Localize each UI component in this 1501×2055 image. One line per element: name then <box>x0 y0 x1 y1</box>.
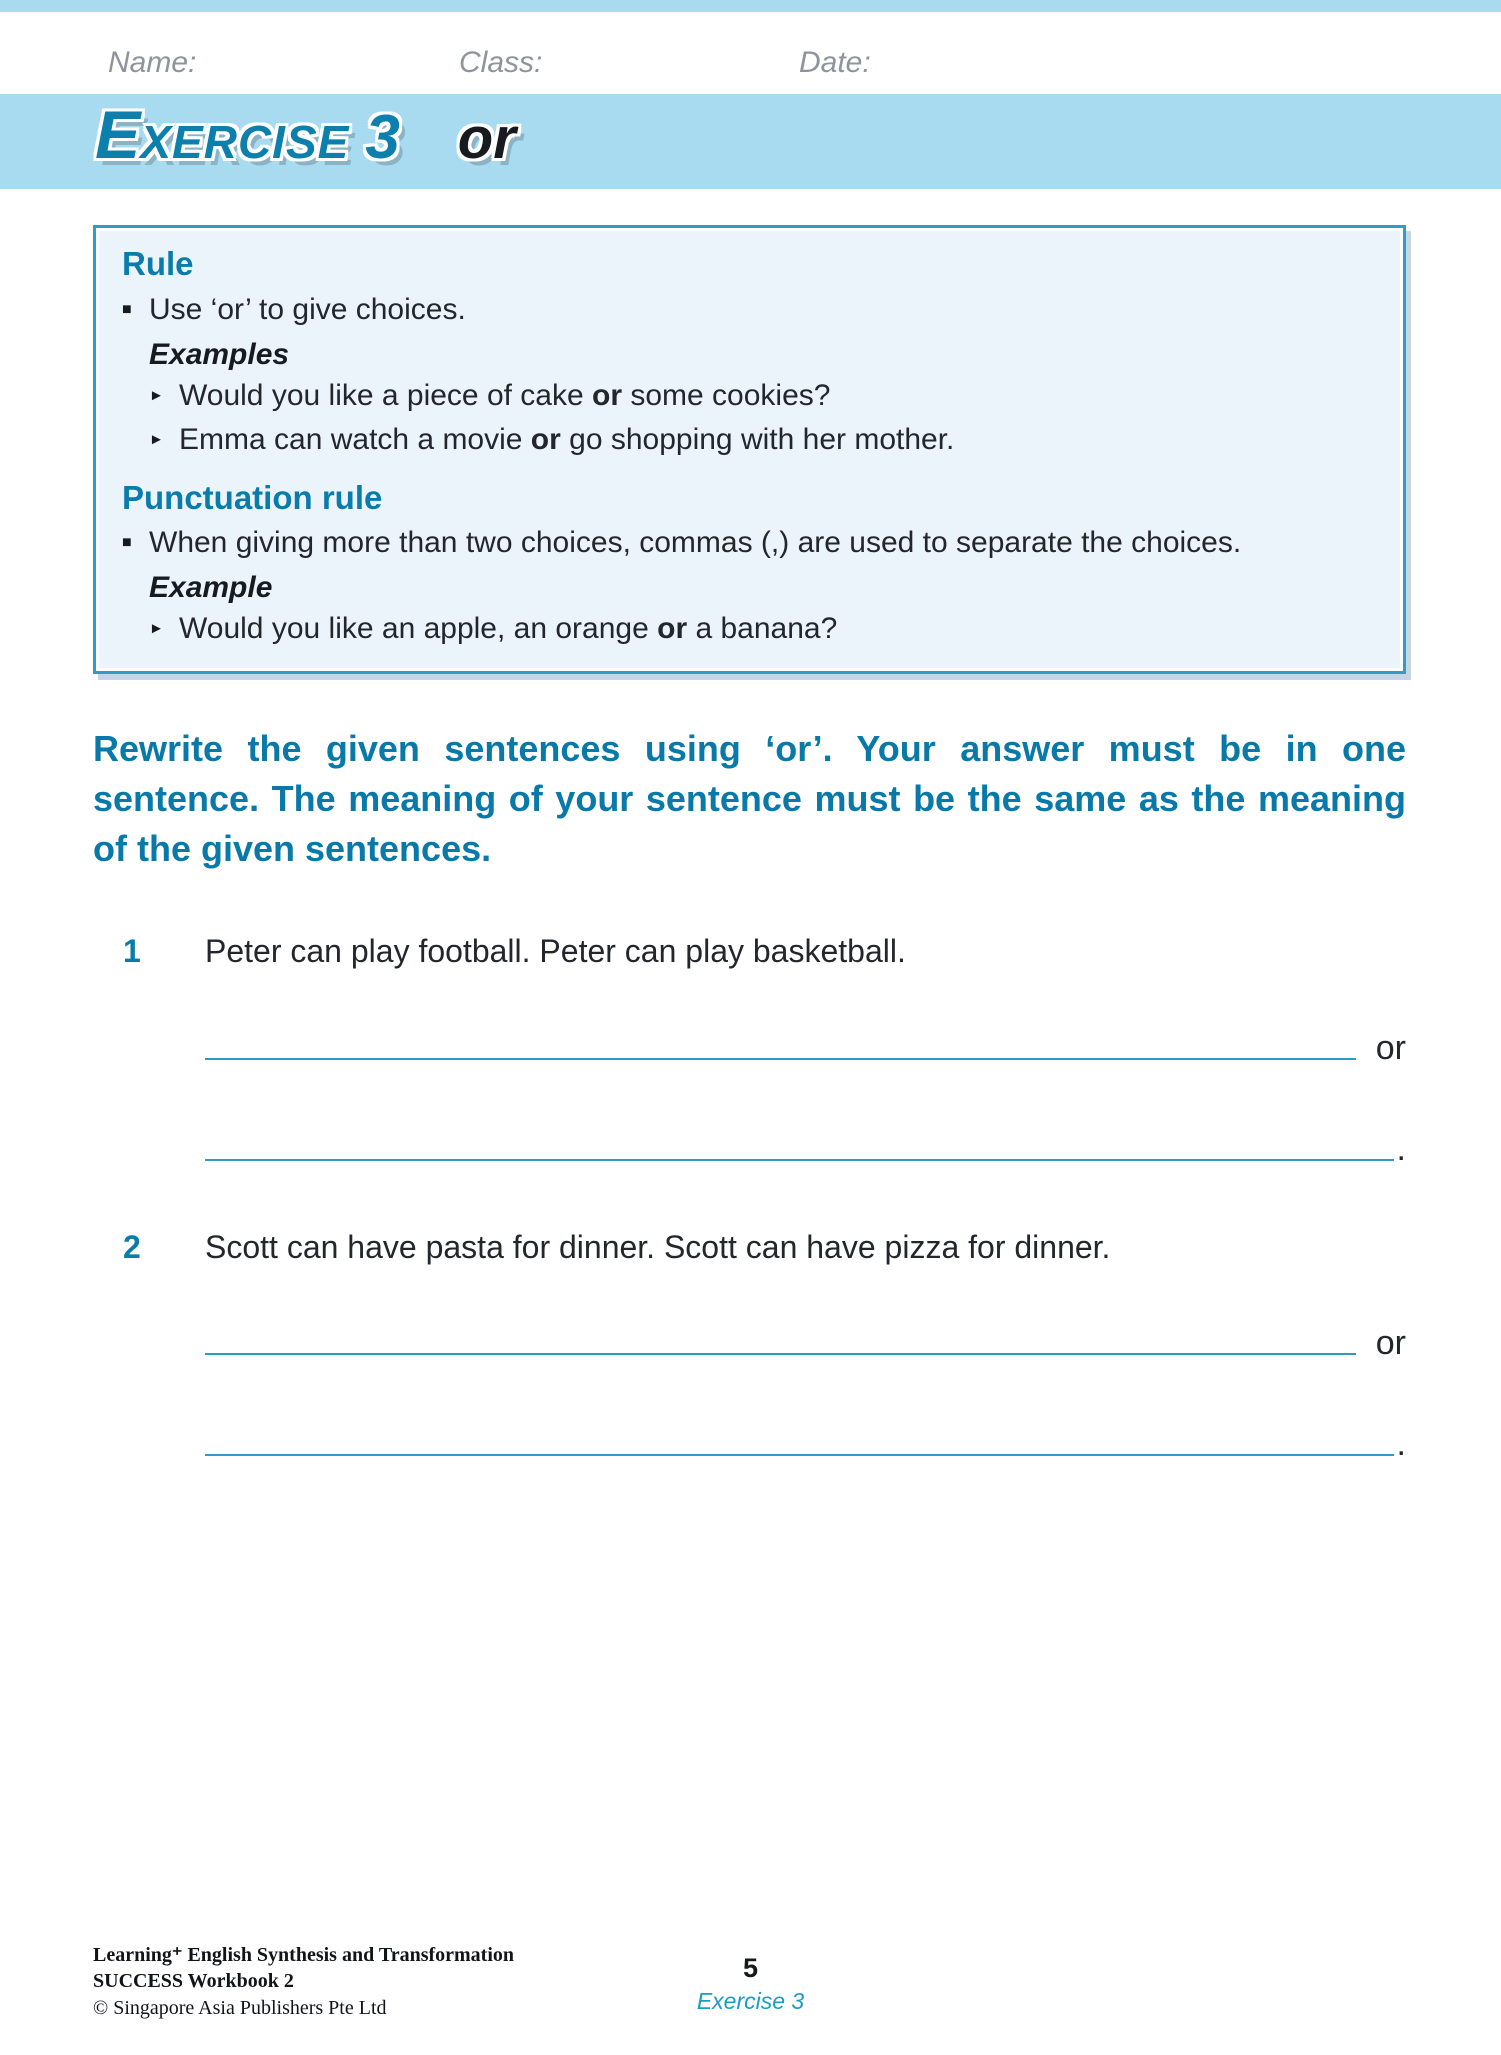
example-row-1 <box>149 376 1373 416</box>
rule-heading: Rule <box>122 245 194 282</box>
question-2 <box>93 1225 1406 1270</box>
page-number: 5 <box>742 1953 759 1983</box>
class-label: Class: <box>459 46 543 79</box>
square-bullet-icon: ■ <box>122 534 132 552</box>
punctuation-bullet-row <box>122 523 1373 563</box>
arrow-bullet-icon: ► <box>149 620 164 638</box>
example-1-or: or <box>592 378 623 412</box>
answer-line-1b[interactable] <box>205 1149 1394 1161</box>
question-2-terminator: . <box>1396 1425 1406 1464</box>
exercise-word: or <box>457 106 516 171</box>
imprint-line-1: Learning⁺ English Synthesis and Transformation <box>93 1943 515 1966</box>
rule-box <box>93 225 1406 674</box>
title-band <box>0 94 1501 189</box>
content <box>0 225 1501 1464</box>
example-2-post: go shopping with her mother. <box>560 422 955 456</box>
example-2-pre: Emma can watch a movie <box>179 422 531 456</box>
question-1-answer-row-1 <box>205 1029 1406 1068</box>
question-2-connector: or <box>1375 1324 1406 1363</box>
example-1-pre: Would you like a piece of cake <box>179 378 593 412</box>
examples-label: Examples <box>149 337 290 371</box>
punct-example-pre: Would you like an apple, an orange <box>179 612 658 646</box>
punctuation-example-row <box>149 609 1373 649</box>
example-1-post: some cookies? <box>622 378 831 412</box>
arrow-bullet-icon: ► <box>149 430 164 448</box>
question-2-text: Scott can have pasta for dinner. Scott can have pizza for dinner. <box>205 1228 1111 1265</box>
question-1 <box>93 929 1406 974</box>
top-strip <box>0 0 1501 12</box>
rule-bullet-text: Use ‘or’ to give choices. <box>149 292 466 326</box>
question-2-answer-row-1 <box>205 1324 1406 1363</box>
punctuation-bullet-text: When giving more than two choices, commas (,) are used to separate the choices. <box>149 526 1242 560</box>
question-1-answer-row-2 <box>205 1130 1406 1169</box>
punct-example-post: a banana? <box>687 612 838 646</box>
question-2-number: 2 <box>123 1228 141 1265</box>
example-text-2 <box>179 420 1373 460</box>
question-1-text: Peter can play football. Peter can play basketball. <box>205 933 906 970</box>
exercise-title <box>95 96 516 174</box>
punctuation-heading: Punctuation rule <box>122 478 383 516</box>
example-label: Example <box>149 571 273 605</box>
example-2-or: or <box>530 422 561 456</box>
punctuation-example-text <box>179 609 1373 649</box>
exercise-ref: Exercise 3 <box>696 1988 805 2014</box>
answer-line-2a[interactable] <box>205 1343 1356 1355</box>
instructions: Rewrite the given sentences using ‘or’. Your answer must be in one sentence. The meaning of your sentence must be the same as the meaning of the given sentences. <box>93 728 1406 869</box>
date-label: Date: <box>799 46 871 79</box>
example-text-1 <box>179 376 1373 416</box>
imprint-line-2: SUCCESS Workbook 2 <box>93 1970 294 1993</box>
question-2-answer-row-2 <box>205 1425 1406 1464</box>
header-fields <box>0 12 1501 94</box>
title-number: 3 <box>365 103 400 172</box>
question-1-connector: or <box>1375 1028 1406 1067</box>
title-initial: E <box>95 97 141 173</box>
punct-example-or: or <box>657 612 688 646</box>
imprint-line-3: © Singapore Asia Publishers Pte Ltd <box>93 1996 387 2019</box>
question-1-terminator: . <box>1396 1129 1406 1168</box>
name-label: Name: <box>108 46 197 79</box>
arrow-bullet-icon: ► <box>149 386 164 404</box>
answer-line-1a[interactable] <box>205 1048 1356 1060</box>
rule-bullet-row <box>122 290 1373 330</box>
question-1-number: 1 <box>123 933 141 970</box>
answer-line-2b[interactable] <box>205 1444 1394 1456</box>
title-rest: XERCISE <box>140 116 350 168</box>
example-row-2 <box>149 420 1373 460</box>
footer-page-info <box>0 1953 1501 2015</box>
square-bullet-icon: ■ <box>122 300 132 318</box>
